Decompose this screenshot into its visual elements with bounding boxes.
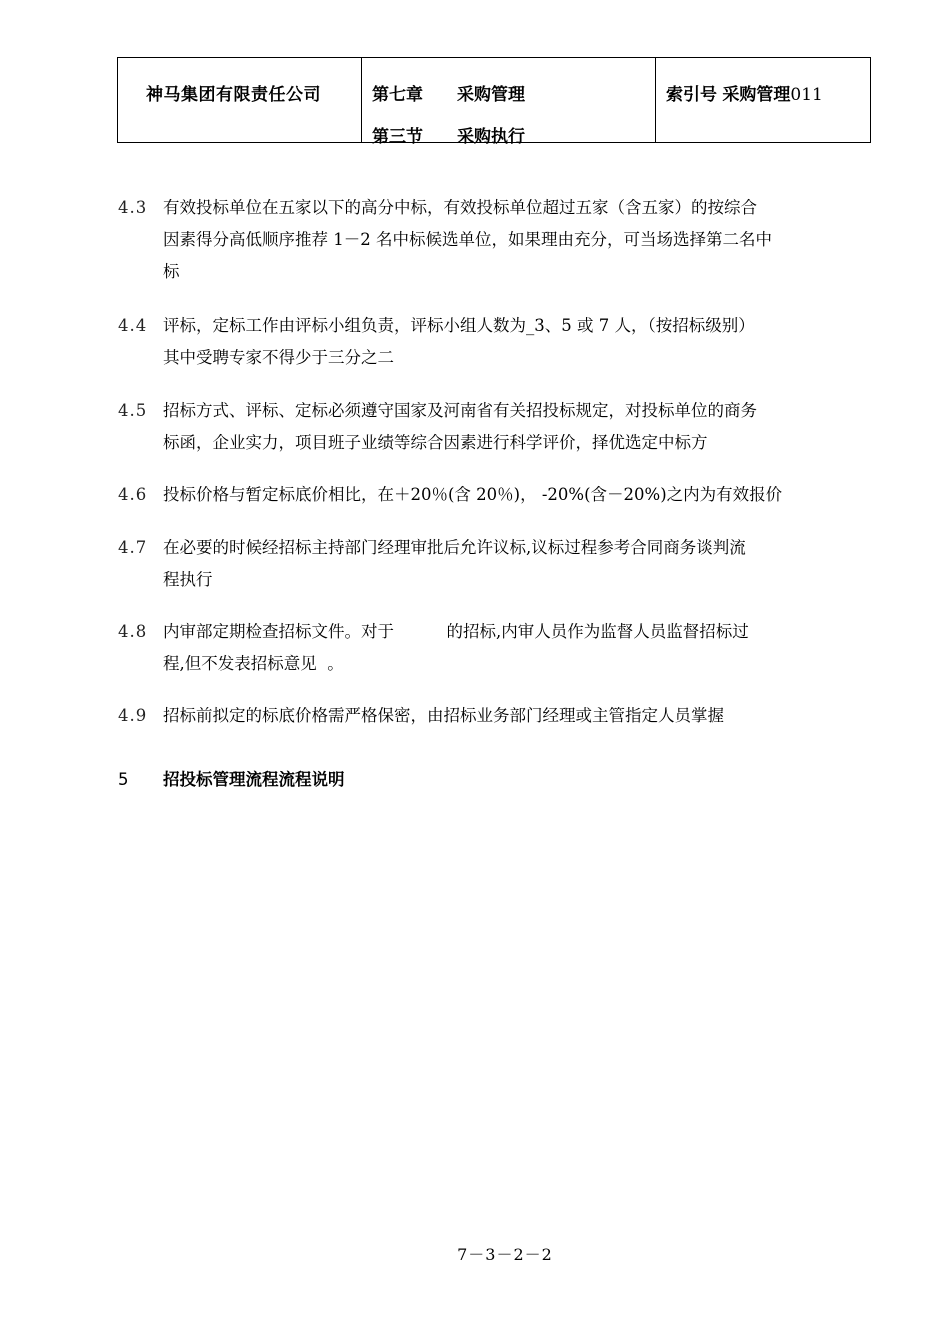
item-text xyxy=(163,479,878,511)
index-line xyxy=(666,80,823,105)
item-line: 内审部定期检查招标文件。对于 的招标,内审人员作为监督人员监督招标过 xyxy=(163,622,749,641)
index-label: 索引号 xyxy=(666,85,717,105)
list-item-4-9 xyxy=(118,700,878,732)
header-company-cell xyxy=(118,58,362,142)
item-line: 因素得分高低顺序推荐 1－2 名中标候选单位，如果理由充分，可当场选择第二名中 xyxy=(163,230,772,249)
item-line: 标函，企业实力，项目班子业绩等综合因素进行科学评价，择优选定中标方 xyxy=(163,433,708,452)
chapter-line xyxy=(372,80,525,105)
item-line: 招标方式、评标、定标必须遵守国家及河南省有关招投标规定，对投标单位的商务 xyxy=(163,401,757,420)
item-number: 4.7 xyxy=(118,538,148,557)
item-number: 4.4 xyxy=(118,316,148,335)
list-item-4-4 xyxy=(118,310,878,374)
item-text xyxy=(163,700,878,732)
item-text xyxy=(163,192,878,288)
item-line: 标 xyxy=(163,262,180,281)
item-line: 有效投标单位在五家以下的高分中标，有效投标单位超过五家（含五家）的按综合 xyxy=(163,198,757,217)
section-label: 第三节 xyxy=(372,127,423,147)
item-line: 其中受聘专家不得少于三分之二 xyxy=(163,348,394,367)
list-item-4-7 xyxy=(118,532,878,596)
item-text xyxy=(163,616,878,680)
chapter-label: 第七章 xyxy=(372,85,423,105)
list-item-4-3 xyxy=(118,192,878,288)
item-line: 招标前拟定的标底价格需严格保密，由招标业务部门经理或主管指定人员掌握 xyxy=(163,706,724,725)
item-text xyxy=(163,395,878,459)
item-line: 投标价格与暂定标底价相比，在＋20％(含 20％)， -20%(含－20%)之内为有效报价 xyxy=(163,485,783,504)
section-title: 招投标管理流程流程说明 xyxy=(163,770,345,789)
section-line xyxy=(372,122,525,147)
item-number: 4.9 xyxy=(118,706,148,725)
list-item-4-6 xyxy=(118,479,878,511)
header-index-cell xyxy=(656,58,870,142)
section-number: 5 xyxy=(118,770,129,789)
item-line: 在必要的时候经招标主持部门经理审批后允许议标,议标过程参考合同商务谈判流 xyxy=(163,538,746,557)
item-line: 评标，定标工作由评标小组负责，评标小组人数为_3、5 或 7 人，（按招标级别） xyxy=(163,316,755,335)
list-item-4-5 xyxy=(118,395,878,459)
company-name: 神马集团有限责任公司 xyxy=(146,85,321,105)
item-number: 4.5 xyxy=(118,401,148,420)
header-chapter-cell xyxy=(362,58,656,147)
item-line: 程执行 xyxy=(163,570,213,589)
index-number: 011 xyxy=(790,85,823,105)
item-number: 4.8 xyxy=(118,622,148,641)
item-text xyxy=(163,532,878,596)
chapter-title: 采购管理 xyxy=(457,85,525,105)
item-line: 程,但不发表招标意见 。 xyxy=(163,654,344,673)
section-5-heading xyxy=(118,764,345,796)
page-number: 7－3－2－2 xyxy=(457,1245,553,1264)
page-footer xyxy=(0,1242,950,1265)
section-title: 采购执行 xyxy=(457,127,525,147)
list-item-4-8 xyxy=(118,616,878,680)
index-value: 采购管理 xyxy=(722,85,791,105)
item-text xyxy=(163,310,878,374)
header-table xyxy=(117,57,871,147)
item-number: 4.6 xyxy=(118,485,148,504)
item-number: 4.3 xyxy=(118,198,148,217)
